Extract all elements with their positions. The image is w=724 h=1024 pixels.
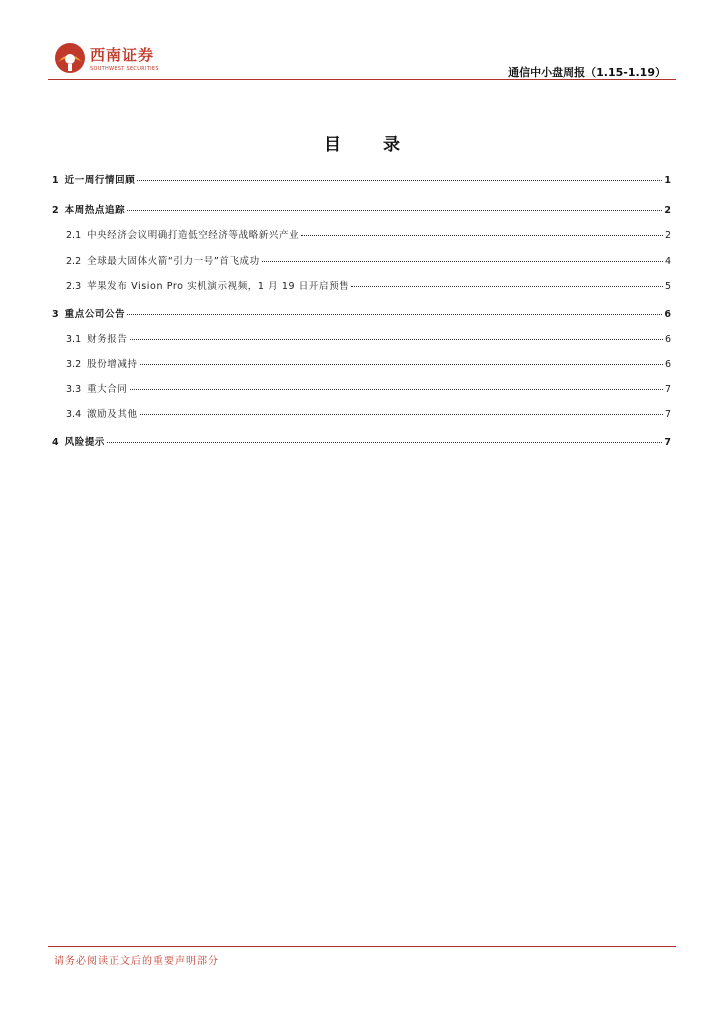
toc-entry-page: 1	[664, 175, 671, 186]
toc-dot-leader	[137, 180, 662, 181]
toc-entry-page: 7	[664, 384, 671, 395]
toc-entry-number: 3.1	[66, 334, 82, 345]
toc-entry[interactable]	[52, 434, 671, 450]
toc-entry-title: 激励及其他	[87, 409, 138, 420]
toc-entry-page: 7	[664, 437, 671, 448]
report-title: 通信中小盘周报（1.15-1.19）	[508, 66, 666, 79]
toc-entry-number: 3.4	[66, 409, 82, 420]
toc-dot-leader	[140, 364, 663, 365]
toc-entry-title: 财务报告	[87, 334, 128, 345]
toc-entry-number: 1	[52, 175, 59, 186]
toc-dot-leader	[351, 286, 663, 287]
toc-entry[interactable]	[52, 172, 671, 188]
footer-divider	[48, 946, 676, 947]
toc-entry-title: 股份增减持	[87, 359, 138, 370]
toc-entry-title: 全球最大固体火箭“引力一号”首飞成功	[87, 256, 260, 267]
toc-entry[interactable]	[52, 278, 671, 294]
toc-entry-title: 重大合同	[87, 384, 128, 395]
toc-entry-number: 2.2	[66, 256, 82, 267]
toc-entry-number: 3	[52, 309, 59, 320]
toc-entry-title: 本周热点追踪	[64, 205, 126, 216]
toc-entry-number: 2	[52, 205, 59, 216]
toc-dot-leader	[107, 442, 662, 443]
toc-entry[interactable]	[52, 356, 671, 372]
logo-emblem-icon	[54, 42, 86, 74]
toc-entry-page: 4	[664, 256, 671, 267]
toc-entry[interactable]	[52, 331, 671, 347]
toc-entry-title: 苹果发布 Vision Pro 实机演示视频，1 月 19 日开启预售	[87, 281, 350, 292]
toc-entry-page: 6	[664, 334, 671, 345]
footer-disclaimer: 请务必阅读正文后的重要声明部分	[54, 956, 219, 967]
toc-entry-title: 近一周行情回顾	[64, 175, 136, 186]
toc-dot-leader	[140, 414, 663, 415]
toc-entry-page: 6	[664, 309, 671, 320]
toc-entry-title: 风险提示	[64, 437, 106, 448]
toc-entry-number: 4	[52, 437, 59, 448]
toc-entry[interactable]	[52, 202, 671, 218]
toc-entry-page: 7	[664, 409, 671, 420]
toc-dot-leader	[127, 210, 662, 211]
toc-dot-leader	[262, 261, 663, 262]
page-header	[48, 40, 676, 80]
toc-entry[interactable]	[52, 381, 671, 397]
toc-entry[interactable]	[52, 406, 671, 422]
toc-entry-number: 3.2	[66, 359, 82, 370]
toc-entry-page: 2	[664, 205, 671, 216]
toc-entry-page: 5	[664, 281, 671, 292]
logo-name-cn: 西南证券	[90, 46, 155, 64]
toc-dot-leader	[130, 389, 663, 390]
company-logo	[54, 42, 194, 76]
toc-entry-page: 6	[664, 359, 671, 370]
toc-entry[interactable]	[52, 253, 671, 269]
toc-entry-number: 2.3	[66, 281, 82, 292]
toc-entry-title: 重点公司公告	[64, 309, 126, 320]
toc-dot-leader	[130, 339, 663, 340]
toc-entry[interactable]	[52, 227, 671, 243]
logo-name-en: SOUTHWEST SECURITIES	[90, 66, 159, 72]
toc-entry[interactable]	[52, 306, 671, 322]
toc-entry-number: 2.1	[66, 230, 82, 241]
header-divider	[48, 79, 676, 80]
toc-entry-page: 2	[664, 230, 671, 241]
toc-entry-title: 中央经济会议明确打造低空经济等战略新兴产业	[87, 230, 300, 241]
toc-dot-leader	[301, 235, 663, 236]
toc-dot-leader	[127, 314, 662, 315]
toc-entry-number: 3.3	[66, 384, 82, 395]
toc-title: 目 录	[324, 135, 418, 155]
